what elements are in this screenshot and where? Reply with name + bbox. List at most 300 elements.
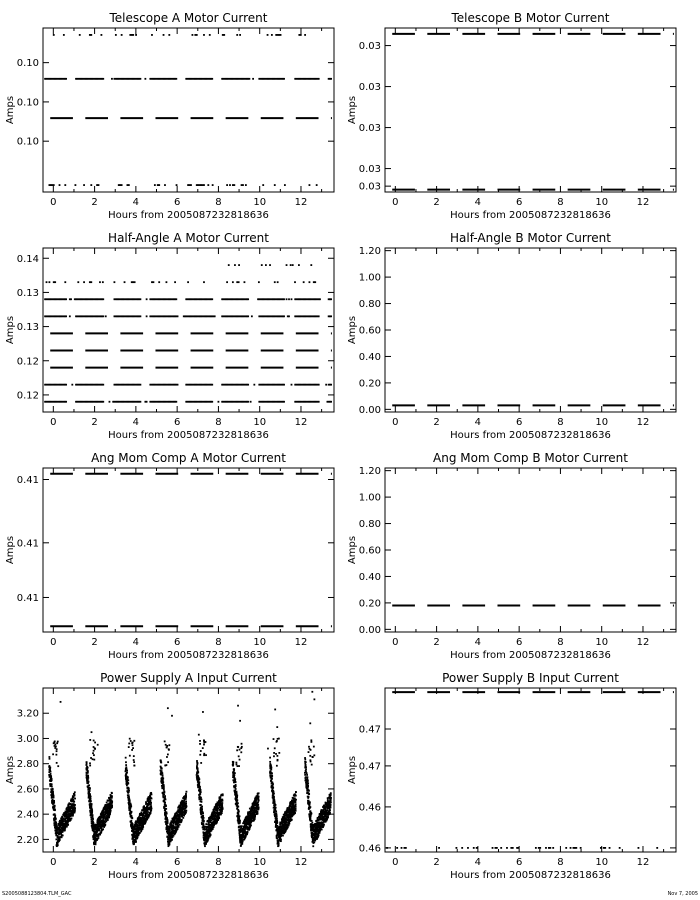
data-point: [55, 822, 57, 824]
data-point: [107, 819, 109, 821]
data-point: [151, 794, 153, 796]
data-point: [150, 792, 152, 794]
x-axis-label: Hours from 2005087232818636: [450, 210, 611, 221]
data-point: [271, 34, 273, 36]
data-point: [235, 788, 237, 790]
x-tick-label: 12: [636, 637, 650, 648]
data-point: [217, 819, 219, 821]
data-point: [221, 802, 223, 804]
chart-panel-3: [5, 231, 334, 441]
data-point: [54, 744, 56, 746]
data-point: [48, 756, 50, 758]
data-point: [128, 746, 130, 748]
data-point: [276, 814, 278, 816]
data-point: [218, 817, 220, 819]
chart-title: Ang Mom Comp B Motor Current: [433, 451, 628, 465]
data-point: [177, 315, 179, 317]
data-point: [198, 782, 200, 784]
data-point: [161, 770, 163, 772]
data-point: [93, 740, 95, 742]
data-point: [86, 763, 88, 765]
data-point: [182, 817, 184, 819]
data-point: [290, 264, 292, 266]
data-point: [197, 762, 199, 764]
x-tick-label: 12: [636, 417, 650, 428]
data-point: [309, 184, 311, 186]
data-point: [211, 384, 213, 386]
data-point: [176, 816, 178, 818]
y-tick-label: 0.14: [16, 253, 39, 265]
data-point: [221, 812, 223, 814]
data-point: [126, 768, 128, 770]
data-point: [177, 384, 179, 386]
data-point: [247, 384, 249, 386]
data-point: [166, 756, 168, 758]
plot-frame: [385, 248, 676, 412]
data-point: [90, 184, 92, 186]
data-point: [83, 281, 85, 283]
data-point: [92, 752, 94, 754]
data-point: [187, 281, 189, 283]
chart-panel-5: [5, 451, 334, 661]
data-point: [114, 281, 116, 283]
data-point: [97, 837, 99, 839]
data-point: [93, 754, 95, 756]
data-point: [140, 298, 142, 300]
data-point: [272, 783, 274, 785]
y-axis-label: Amps: [347, 535, 358, 565]
x-tick-label: 8: [557, 417, 564, 428]
data-point: [207, 839, 209, 841]
data-point: [79, 34, 81, 36]
data-point: [275, 807, 277, 809]
data-point: [200, 789, 202, 791]
data-point: [238, 818, 240, 820]
data-point: [108, 816, 110, 818]
data-point: [203, 820, 205, 822]
data-point: [270, 767, 272, 769]
data-point: [276, 837, 278, 839]
data-series: [48, 691, 332, 847]
data-point: [111, 792, 113, 794]
data-point: [207, 184, 209, 186]
y-tick-label: 0.03: [358, 82, 381, 94]
data-point: [204, 845, 206, 847]
data-point: [88, 781, 90, 783]
data-point: [132, 744, 134, 746]
data-point: [146, 315, 148, 317]
data-point: [131, 811, 133, 813]
data-point: [128, 790, 130, 792]
data-point: [165, 798, 167, 800]
data-point: [53, 802, 55, 804]
data-point: [247, 831, 249, 833]
data-point: [70, 298, 72, 300]
x-tick-label: 12: [294, 417, 308, 428]
data-point: [55, 818, 57, 820]
y-tick-label: 0.41: [16, 538, 39, 550]
y-tick-label: 0.80: [358, 299, 381, 311]
data-point: [200, 750, 202, 752]
data-point: [240, 828, 242, 830]
data-point: [57, 741, 59, 743]
data-point: [150, 806, 152, 808]
data-point: [62, 818, 64, 820]
data-point: [273, 799, 275, 801]
data-point: [239, 34, 241, 36]
y-tick-label: 1.20: [358, 466, 381, 478]
data-point: [238, 811, 240, 813]
y-tick-label: 0.12: [16, 390, 39, 402]
y-tick-label: 0.03: [358, 164, 381, 176]
y-tick-label: 0.03: [358, 181, 381, 193]
data-point: [199, 740, 201, 742]
data-point: [72, 799, 74, 801]
data-point: [212, 828, 214, 830]
data-point: [169, 830, 171, 832]
data-point: [92, 758, 94, 760]
y-tick-label: 2.80: [16, 759, 39, 771]
x-tick-label: 0: [50, 637, 57, 648]
data-point: [199, 743, 201, 745]
data-point: [221, 804, 223, 806]
data-point: [177, 828, 179, 830]
data-point: [217, 810, 219, 812]
data-point: [54, 281, 56, 283]
data-point: [202, 747, 204, 749]
data-point: [74, 807, 76, 809]
plot-frame: [385, 28, 676, 192]
data-point: [48, 281, 50, 283]
data-point: [232, 281, 234, 283]
data-point: [49, 769, 51, 771]
data-point: [213, 826, 215, 828]
data-point: [271, 773, 273, 775]
data-point: [134, 281, 136, 283]
data-point: [91, 808, 93, 810]
data-point: [201, 806, 203, 808]
y-tick-label: 2.20: [16, 834, 39, 846]
data-point: [89, 788, 91, 790]
y-tick-label: 0.13: [16, 322, 39, 334]
data-point: [175, 78, 177, 80]
data-point: [218, 815, 220, 817]
data-point: [164, 184, 166, 186]
x-tick-label: 8: [557, 197, 564, 208]
data-point: [283, 78, 285, 80]
y-tick-label: 0.60: [358, 325, 381, 337]
data-point: [271, 775, 273, 777]
data-point: [133, 740, 135, 742]
data-point: [74, 795, 76, 797]
data-point: [185, 812, 187, 814]
data-point: [158, 281, 160, 283]
data-point: [55, 823, 57, 825]
data-point: [249, 808, 251, 810]
data-point: [185, 803, 187, 805]
x-tick-label: 6: [515, 417, 523, 428]
data-point: [132, 824, 134, 826]
data-point: [67, 824, 69, 826]
data-point: [91, 809, 93, 811]
data-point: [167, 761, 169, 763]
data-point: [269, 757, 271, 759]
data-point: [239, 749, 241, 751]
data-point: [239, 815, 241, 817]
data-point: [229, 184, 231, 186]
x-tick-label: 12: [294, 857, 308, 868]
data-point: [300, 34, 302, 36]
data-point: [87, 771, 89, 773]
data-point: [102, 281, 104, 283]
data-point: [162, 781, 164, 783]
data-point: [54, 815, 56, 817]
x-tick-label: 6: [173, 417, 181, 428]
data-point: [251, 315, 253, 317]
x-tick-label: 6: [173, 637, 181, 648]
data-point: [286, 821, 288, 823]
data-point: [131, 749, 133, 751]
data-point: [98, 829, 100, 831]
data-point: [151, 798, 153, 800]
data-point: [218, 401, 220, 403]
y-axis-label: Amps: [5, 755, 16, 785]
data-point: [248, 78, 250, 80]
data-point: [292, 264, 294, 266]
chart-title: Ang Mom Comp A Motor Current: [91, 451, 286, 465]
data-point: [275, 810, 277, 812]
data-point: [90, 798, 92, 800]
data-point: [186, 806, 188, 808]
data-point: [283, 298, 285, 300]
data-point: [291, 298, 293, 300]
data-point: [257, 797, 259, 799]
data-point: [288, 315, 290, 317]
data-point: [49, 758, 51, 760]
data-point: [269, 761, 271, 763]
data-point: [310, 264, 312, 266]
data-point: [54, 809, 56, 811]
data-point: [90, 34, 92, 36]
data-point: [133, 761, 135, 763]
x-tick-label: 8: [215, 417, 222, 428]
data-point: [163, 793, 165, 795]
data-point: [237, 812, 239, 814]
x-axis-label: Hours from 2005087232818636: [108, 870, 269, 881]
data-point: [161, 767, 163, 769]
data-point: [55, 746, 57, 748]
data-point: [185, 801, 187, 803]
data-point: [294, 281, 296, 283]
data-point: [74, 798, 76, 800]
x-tick-label: 8: [215, 637, 222, 648]
data-point: [185, 798, 187, 800]
data-point: [165, 744, 167, 746]
data-point: [210, 834, 212, 836]
data-point: [219, 796, 221, 798]
data-point: [309, 281, 311, 283]
y-axis-label: Amps: [5, 535, 16, 565]
data-point: [71, 818, 73, 820]
data-point: [280, 34, 282, 36]
data-point: [274, 184, 276, 186]
data-point: [203, 34, 205, 36]
data-point: [286, 298, 288, 300]
data-point: [239, 820, 241, 822]
data-point: [319, 298, 321, 300]
data-point: [200, 791, 202, 793]
data-point: [179, 824, 181, 826]
x-tick-label: 10: [595, 417, 609, 428]
data-point: [258, 799, 260, 801]
x-tick-label: 8: [215, 857, 222, 868]
data-point: [303, 281, 305, 283]
data-point: [127, 783, 129, 785]
x-axis-label: Hours from 2005087232818636: [450, 430, 611, 441]
data-point: [241, 843, 243, 845]
chart-panel-6: [347, 451, 676, 661]
y-tick-label: 0.13: [16, 287, 39, 299]
data-point: [129, 800, 131, 802]
data-point: [226, 281, 228, 283]
data-point: [168, 34, 170, 36]
x-tick-label: 2: [91, 857, 98, 868]
data-point: [211, 298, 213, 300]
data-point: [203, 281, 205, 283]
data-point: [247, 315, 249, 317]
data-point: [50, 776, 52, 778]
data-point: [247, 298, 249, 300]
data-point: [286, 264, 288, 266]
data-point: [154, 184, 156, 186]
data-point: [236, 799, 238, 801]
data-point: [275, 804, 277, 806]
y-tick-label: 0.10: [16, 97, 39, 109]
data-point: [197, 775, 199, 777]
data-point: [241, 825, 243, 827]
y-axis-label: Amps: [347, 95, 358, 125]
data-point: [250, 401, 252, 403]
data-point: [205, 754, 207, 756]
data-point: [179, 818, 181, 820]
data-point: [236, 764, 238, 766]
data-point: [126, 772, 128, 774]
data-point: [53, 184, 55, 186]
data-point: [176, 184, 178, 186]
data-point: [205, 823, 207, 825]
data-point: [50, 773, 52, 775]
y-tick-label: 0.03: [358, 123, 381, 135]
data-point: [89, 790, 91, 792]
data-point: [201, 801, 203, 803]
data-point: [163, 791, 165, 793]
chart-panel-7: [5, 671, 334, 881]
x-tick-label: 2: [91, 197, 98, 208]
data-point: [133, 759, 135, 761]
data-point: [276, 816, 278, 818]
data-point: [140, 78, 142, 80]
data-point: [239, 759, 241, 761]
data-point: [271, 778, 273, 780]
data-point: [164, 797, 166, 799]
data-point: [330, 384, 332, 386]
data-point: [53, 796, 55, 798]
data-series: [50, 474, 332, 626]
data-point: [146, 401, 148, 403]
data-point: [126, 770, 128, 772]
x-tick-label: 4: [132, 637, 140, 648]
data-point: [59, 838, 61, 840]
data-point: [257, 811, 259, 813]
data-point: [75, 184, 77, 186]
data-point: [232, 761, 234, 763]
data-point: [150, 802, 152, 804]
data-point: [65, 315, 67, 317]
data-point: [203, 744, 205, 746]
data-point: [127, 780, 129, 782]
y-tick-label: 1.00: [358, 272, 381, 284]
data-point: [192, 34, 194, 36]
data-point: [171, 839, 173, 841]
data-point: [276, 818, 278, 820]
data-point: [102, 78, 104, 80]
data-point: [274, 281, 276, 283]
x-tick-label: 10: [595, 637, 609, 648]
data-point: [165, 805, 167, 807]
data-point: [163, 34, 165, 36]
data-point: [97, 833, 99, 835]
data-point: [65, 298, 67, 300]
data-point: [239, 822, 241, 824]
data-point: [185, 793, 187, 795]
data-point: [158, 184, 160, 186]
data-point: [221, 810, 223, 812]
data-point: [65, 401, 67, 403]
data-point: [283, 401, 285, 403]
data-point: [125, 757, 127, 759]
x-tick-label: 4: [474, 417, 482, 428]
x-tick-label: 6: [173, 197, 181, 208]
data-point: [234, 264, 236, 266]
data-point: [74, 810, 76, 812]
data-point: [102, 315, 104, 317]
data-point: [274, 801, 276, 803]
data-point: [316, 184, 318, 186]
data-point: [94, 747, 96, 749]
data-point: [88, 784, 90, 786]
data-point: [56, 748, 58, 750]
data-point: [223, 34, 225, 36]
data-point: [258, 807, 260, 809]
data-point: [104, 824, 106, 826]
data-point: [150, 804, 152, 806]
data-point: [200, 799, 202, 801]
data-point: [111, 805, 113, 807]
data-point: [50, 771, 52, 773]
x-tick-label: 2: [433, 637, 440, 648]
data-point: [128, 796, 130, 798]
data-point: [57, 844, 59, 846]
data-point: [277, 281, 279, 283]
y-axis-label: Amps: [5, 95, 16, 125]
data-point: [109, 401, 111, 403]
data-point: [164, 795, 166, 797]
y-tick-label: 0.80: [358, 519, 381, 531]
data-point: [91, 804, 93, 806]
data-point: [146, 819, 148, 821]
data-point: [89, 793, 91, 795]
data-point: [258, 792, 260, 794]
